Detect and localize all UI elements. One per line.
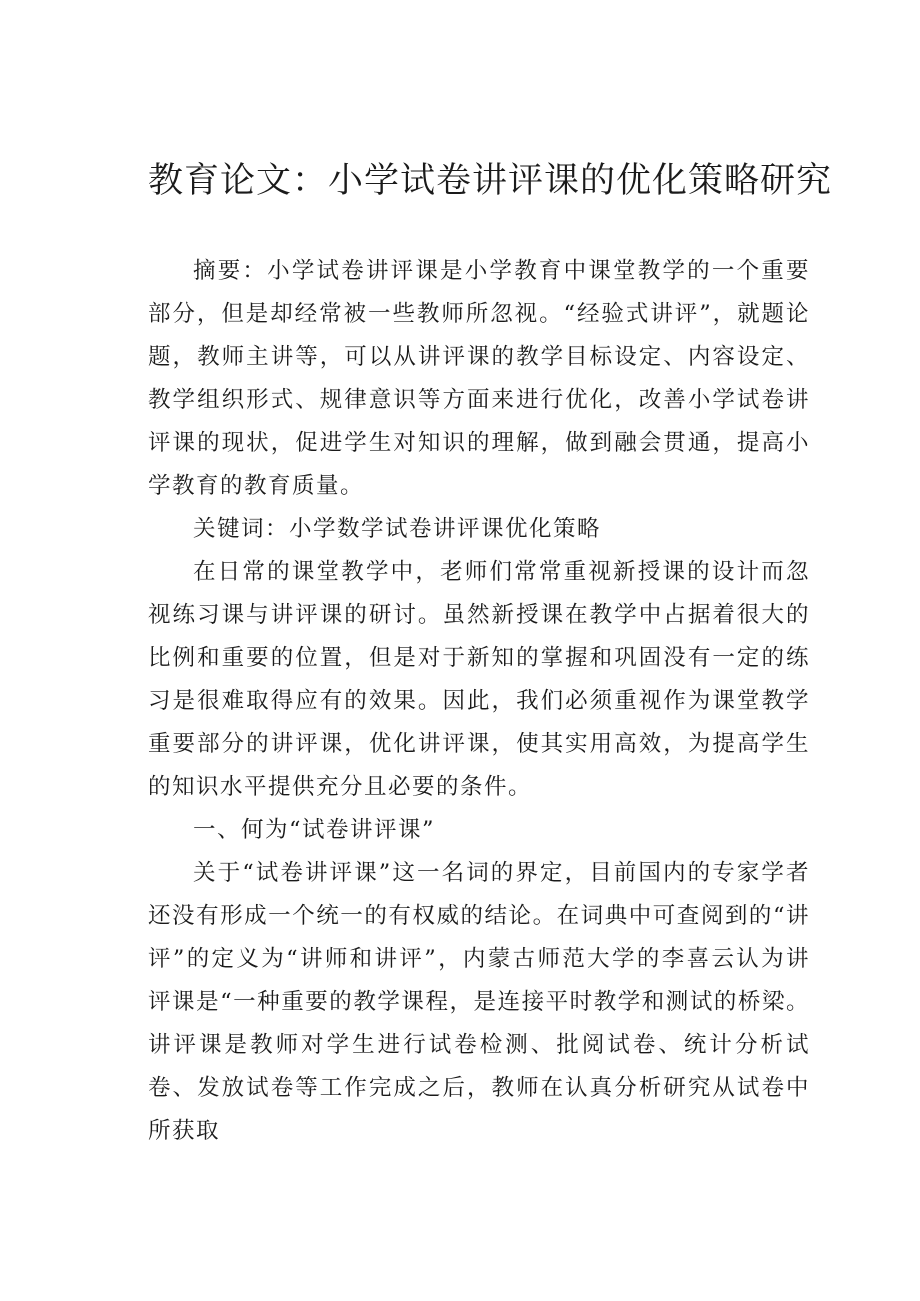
document-body [148,250,810,1153]
intro-paragraph: 在日常的课堂教学中，老师们常常重视新授课的设计而忽视练习课与讲评课的研讨。虽然新授课在教学中占据着很大的比例和重要的位置，但是对于新知的掌握和巩固没有一定的练习是很难取得应有的效果。因此，我们必须重视作为课堂教学重要部分的讲评课，优化讲评课，使其实用高效，为提高学生的知识水平提供充分且必要的条件。 [148,559,810,800]
abstract-paragraph: 摘要：小学试卷讲评课是小学教育中课堂教学的一个重要部分，但是却经常被一些教师所忽视。“经验式讲评”，就题论题，教师主讲等，可以从讲评课的教学目标设定、内容设定、教学组织形式、规律意识等方面来进行优化，改善小学试卷讲评课的现状，促进学生对知识的理解，做到融会贯通，提高小学教育的教育质量。 [148,258,810,499]
definition-paragraph: 关于“试卷讲评课”这一名词的界定，目前国内的专家学者还没有形成一个统一的有权威的结论。在词典中可查阅到的“讲评”的定义为“讲师和讲评”，内蒙古师范大学的李喜云认为讲评课是“一种重要的教学课程，是连接平时教学和测试的桥梁。讲评课是教师对学生进行试卷检测、批阅试卷、统计分析试卷、发放试卷等工作完成之后，教师在认真分析研究从试卷中所获取 [148,860,810,1144]
keywords-paragraph: 关键词：小学数学试卷讲评课优化策略 [193,516,602,542]
section-heading: 一、何为“试卷讲评课” [193,817,436,843]
document-title: 教育论文：小学试卷讲评课的优化策略研究 [148,161,833,201]
